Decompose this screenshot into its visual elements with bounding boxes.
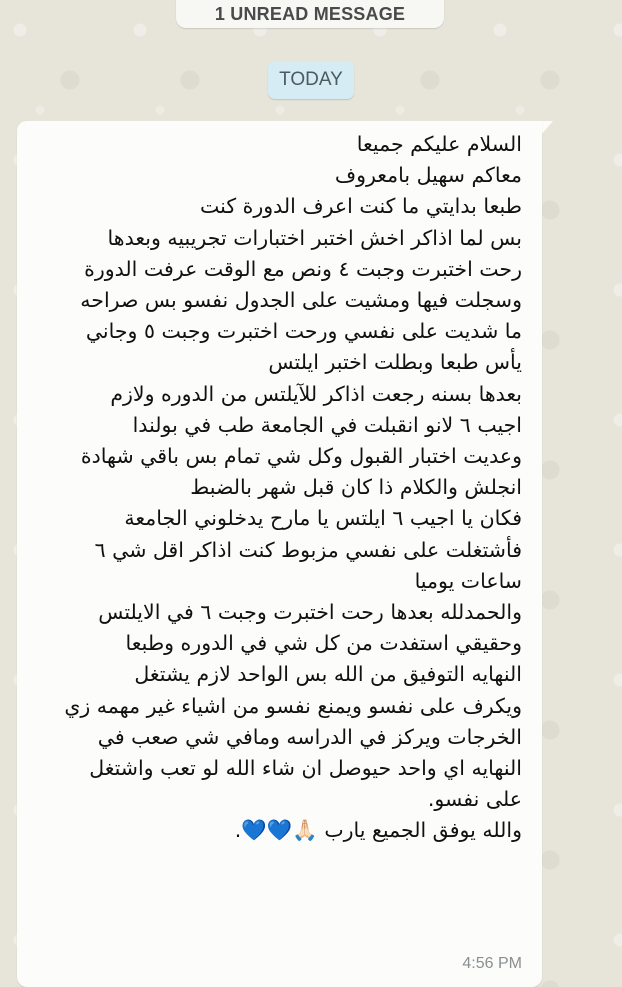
blue-heart-icon: 💙 <box>241 818 267 843</box>
message-line: والحمدلله بعدها رحت اختبرت وجبت ٦ في الايلتس <box>98 600 522 625</box>
blue-heart-icon: 💙 <box>266 818 293 843</box>
message-line: وعديت اختبار القبول وكل شي تمام بس باقي شهادة <box>80 444 522 469</box>
folded-hands-icon: 🙏🏻 <box>292 818 318 843</box>
message-line: رحت اختبرت وجبت ٤ ونص مع الوقت عرفت الدورة <box>84 256 522 281</box>
message-line-text: والله يوفق الجميع يارب <box>324 818 522 843</box>
incoming-message-bubble[interactable] <box>17 121 542 987</box>
message-line: النهايه التوفيق من الله بس الواحد لازم يشتغل <box>134 662 522 687</box>
message-line: الخرجات ويركز في الدراسه ومافي شي صعب في <box>97 724 522 749</box>
message-line: معاكم سهيل بامعروف <box>334 163 522 188</box>
message-text <box>22 129 522 847</box>
date-divider: TODAY <box>268 61 354 99</box>
message-timestamp: 4:56 PM <box>462 955 522 972</box>
message-line: ساعات يوميا <box>414 568 522 593</box>
message-line: يأس طبعا وبطلت اختبر ايلتس <box>268 350 522 375</box>
message-line: ويكرف على نفسو ويمنع نفسو من اشياء غير مهمه زي <box>64 693 522 718</box>
message-line: النهايه اي واحد حيوصل ان شاء الله لو تعب واشتغل <box>89 756 522 781</box>
message-line: السلام عليكم جميعا <box>356 132 522 156</box>
message-line: فكان يا اجيب ٦ ايلتس يا مارح يدخلوني الجامعة <box>124 506 522 531</box>
message-line: اجيب ٦ لانو انقبلت في الجامعة طب في بولندا <box>132 412 522 437</box>
message-line: طبعا بدايتي ما كنت اعرف الدورة كنت <box>200 194 522 219</box>
message-line: انجلش والكلام ذا كان قبل شهر بالضبط <box>190 475 522 500</box>
final-dot: . <box>234 818 242 843</box>
unread-messages-banner: 1 UNREAD MESSAGE <box>176 0 444 28</box>
message-line: وحقيقي استفدت من كل شي في الدوره وطبعا <box>125 631 522 656</box>
message-line: على نفسو. <box>427 787 522 812</box>
message-line-last <box>22 815 522 846</box>
message-line: بعدها بسنه رجعت اذاكر للآيلتس من الدوره ولازم <box>110 381 522 406</box>
message-line: فأشتغلت على نفسي مزبوط كنت اذاكر اقل شي ٦ <box>94 537 522 562</box>
bubble-tail <box>541 121 553 135</box>
message-line: بس لما اذاكر اخش اختبر اختبارات تجريبيه وبعدها <box>107 225 522 250</box>
message-line: ما شديت على نفسي ورحت اختبرت وجبت ٥ وجاني <box>85 319 522 344</box>
message-line: وسجلت فيها ومشيت على الجدول نفسو بس صراحه <box>80 288 522 313</box>
